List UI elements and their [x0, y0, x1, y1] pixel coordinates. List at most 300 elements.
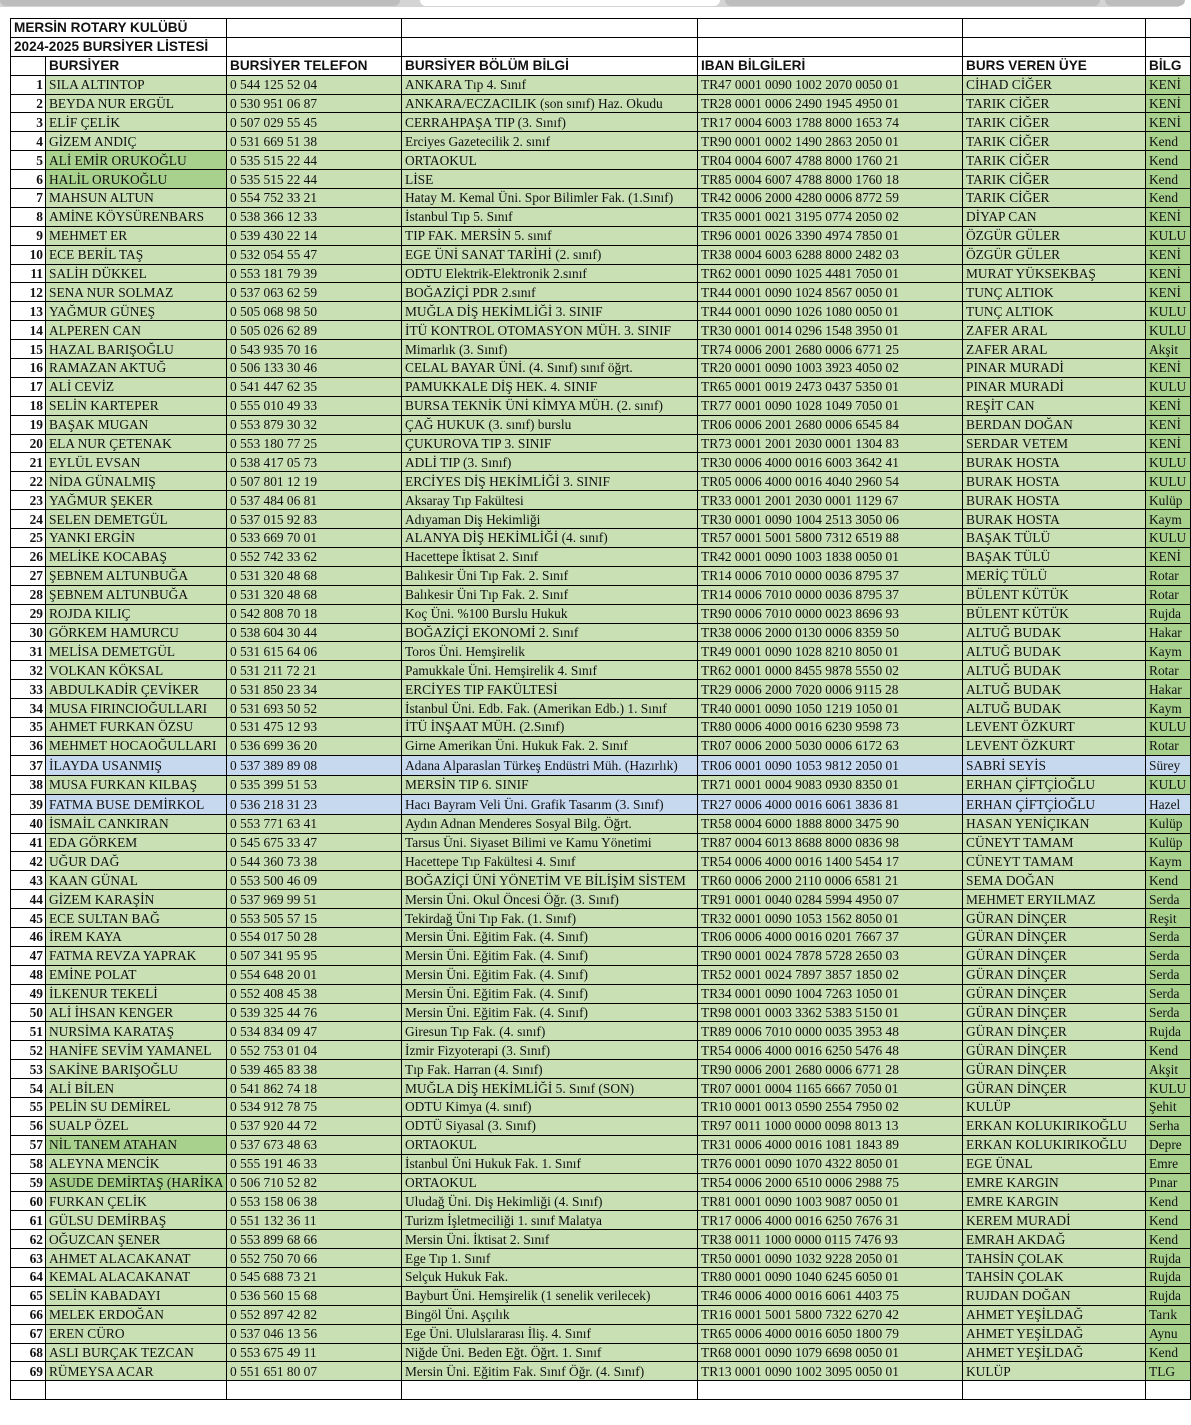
- student-department[interactable]: İTÜ İNŞAAT MÜH. (2.Sınıf): [402, 717, 698, 736]
- row-number[interactable]: 30: [11, 623, 46, 642]
- student-name[interactable]: SENA NUR SOLMAZ: [46, 283, 227, 302]
- sponsor-member[interactable]: TARIK CİĞER: [963, 170, 1146, 189]
- info[interactable]: Hakar: [1146, 680, 1191, 699]
- iban[interactable]: TR90 0001 0002 1490 2863 2050 01: [698, 132, 963, 151]
- student-phone[interactable]: 0 538 366 12 33: [227, 207, 402, 226]
- student-name[interactable]: UĞUR DAĞ: [46, 852, 227, 871]
- sponsor-member[interactable]: GÜRAN DİNÇER: [963, 946, 1146, 965]
- info[interactable]: Rotar: [1146, 585, 1191, 604]
- row-number[interactable]: 17: [11, 377, 46, 396]
- sponsor-member[interactable]: TARIK CİĞER: [963, 132, 1146, 151]
- iban[interactable]: TR04 0004 6007 4788 8000 1760 21: [698, 151, 963, 170]
- iban[interactable]: TR20 0001 0090 1003 3923 4050 02: [698, 359, 963, 378]
- info[interactable]: Rotar: [1146, 736, 1191, 755]
- student-phone[interactable]: 0 553 158 06 38: [227, 1192, 402, 1211]
- student-phone[interactable]: 0 534 912 78 75: [227, 1097, 402, 1116]
- student-phone[interactable]: 0 553 899 68 66: [227, 1230, 402, 1249]
- student-phone[interactable]: 0 537 015 92 83: [227, 510, 402, 529]
- student-department[interactable]: ODTU Kimya (4. sınıf): [402, 1097, 698, 1116]
- info[interactable]: KENİ: [1146, 547, 1191, 566]
- sponsor-member[interactable]: TARIK CİĞER: [963, 113, 1146, 132]
- iban[interactable]: TR35 0001 0021 3195 0774 2050 02: [698, 207, 963, 226]
- sponsor-member[interactable]: BERDAN DOĞAN: [963, 415, 1146, 434]
- student-phone[interactable]: 0 552 742 33 62: [227, 547, 402, 566]
- student-name[interactable]: SUALP ÖZEL: [46, 1116, 227, 1135]
- student-phone[interactable]: 0 555 010 49 33: [227, 396, 402, 415]
- sponsor-member[interactable]: ERKAN KOLUKIRIKOĞLU: [963, 1135, 1146, 1154]
- tab-shape[interactable]: [420, 0, 720, 6]
- empty-cell[interactable]: [963, 1381, 1146, 1400]
- cell[interactable]: [227, 19, 402, 38]
- student-department[interactable]: ORTAOKUL: [402, 1135, 698, 1154]
- iban[interactable]: TR30 0006 4000 0016 6003 3642 41: [698, 453, 963, 472]
- student-department[interactable]: ORTAOKUL: [402, 151, 698, 170]
- student-phone[interactable]: 0 537 389 89 08: [227, 755, 402, 775]
- info[interactable]: Emre: [1146, 1154, 1191, 1173]
- sponsor-member[interactable]: BAŞAK TÜLÜ: [963, 529, 1146, 548]
- student-name[interactable]: MEHMET ER: [46, 226, 227, 245]
- iban[interactable]: TR30 0001 0014 0296 1548 3950 01: [698, 321, 963, 340]
- student-department[interactable]: Balıkesir Üni Tıp Fak. 2. Sınıf: [402, 566, 698, 585]
- info[interactable]: KULU: [1146, 529, 1191, 548]
- sponsor-member[interactable]: LEVENT ÖZKURT: [963, 717, 1146, 736]
- student-name[interactable]: MUSA FURKAN KILBAŞ: [46, 775, 227, 794]
- iban[interactable]: TR96 0001 0026 3390 4974 7850 01: [698, 226, 963, 245]
- student-name[interactable]: İLAYDA USANMIŞ: [46, 755, 227, 775]
- student-name[interactable]: NİDA GÜNALMIŞ: [46, 472, 227, 491]
- student-department[interactable]: İstanbul Üni. Edb. Fak. (Amerikan Edb.) 1. Sınıf: [402, 699, 698, 718]
- student-name[interactable]: GİZEM ANDIÇ: [46, 132, 227, 151]
- row-number[interactable]: 41: [11, 833, 46, 852]
- student-phone[interactable]: 0 542 808 70 18: [227, 604, 402, 623]
- student-phone[interactable]: 0 553 771 63 41: [227, 814, 402, 833]
- iban[interactable]: TR91 0001 0040 0284 5994 4950 07: [698, 890, 963, 909]
- row-number[interactable]: 15: [11, 340, 46, 359]
- student-phone[interactable]: 0 539 325 44 76: [227, 1003, 402, 1022]
- student-phone[interactable]: 0 544 360 73 38: [227, 852, 402, 871]
- student-department[interactable]: Mersin Üni. İktisat 2. Sınıf: [402, 1230, 698, 1249]
- club-title[interactable]: MERSİN ROTARY KULÜBÜ: [11, 19, 227, 38]
- info[interactable]: KULU: [1146, 775, 1191, 794]
- student-department[interactable]: Bayburt Üni. Hemşirelik (1 senelik verilecek): [402, 1286, 698, 1305]
- student-department[interactable]: Hacettepe İktisat 2. Sınıf: [402, 547, 698, 566]
- info[interactable]: Kaym: [1146, 852, 1191, 871]
- iban[interactable]: TR17 0006 4000 0016 6250 7676 31: [698, 1211, 963, 1230]
- info[interactable]: Rujda: [1146, 1022, 1191, 1041]
- info[interactable]: Kulüp: [1146, 814, 1191, 833]
- student-phone[interactable]: 0 536 699 36 20: [227, 736, 402, 755]
- row-number[interactable]: 59: [11, 1173, 46, 1192]
- student-phone[interactable]: 0 537 484 06 81: [227, 491, 402, 510]
- iban[interactable]: TR05 0006 4000 0016 4040 2960 54: [698, 472, 963, 491]
- sponsor-member[interactable]: KULÜP: [963, 1362, 1146, 1381]
- iban[interactable]: TR87 0004 6013 8688 8000 0836 98: [698, 833, 963, 852]
- info[interactable]: KENİ: [1146, 94, 1191, 113]
- student-name[interactable]: SELİN KABADAYI: [46, 1286, 227, 1305]
- info[interactable]: Sürey: [1146, 755, 1191, 775]
- row-number[interactable]: 57: [11, 1135, 46, 1154]
- student-phone[interactable]: 0 535 399 51 53: [227, 775, 402, 794]
- student-department[interactable]: Adana Alparaslan Türkeş Endüstri Müh. (Hazırlık): [402, 755, 698, 775]
- iban[interactable]: TR10 0001 0013 0590 2554 7950 02: [698, 1097, 963, 1116]
- iban[interactable]: TR46 0006 4000 0016 6061 4403 75: [698, 1286, 963, 1305]
- row-number[interactable]: 38: [11, 775, 46, 794]
- student-phone[interactable]: 0 554 648 20 01: [227, 965, 402, 984]
- info[interactable]: TLG: [1146, 1362, 1191, 1381]
- iban[interactable]: TR62 0001 0090 1025 4481 7050 01: [698, 264, 963, 283]
- student-name[interactable]: MELİSA DEMETGÜL: [46, 642, 227, 661]
- student-phone[interactable]: 0 552 897 42 82: [227, 1305, 402, 1324]
- student-name[interactable]: MELEK ERDOĞAN: [46, 1305, 227, 1324]
- sponsor-member[interactable]: CİHAD CİĞER: [963, 75, 1146, 94]
- info[interactable]: Rujda: [1146, 1286, 1191, 1305]
- student-department[interactable]: PAMUKKALE DİŞ HEK. 4. SINIF: [402, 377, 698, 396]
- sponsor-member[interactable]: GÜRAN DİNÇER: [963, 984, 1146, 1003]
- iban[interactable]: TR28 0001 0006 2490 1945 4950 01: [698, 94, 963, 113]
- sponsor-member[interactable]: EMRE KARGIN: [963, 1192, 1146, 1211]
- student-name[interactable]: SELEN DEMETGÜL: [46, 510, 227, 529]
- iban[interactable]: TR65 0001 0019 2473 0437 5350 01: [698, 377, 963, 396]
- iban[interactable]: TR42 0006 2000 4280 0006 8772 59: [698, 189, 963, 208]
- info[interactable]: KULU: [1146, 472, 1191, 491]
- sponsor-member[interactable]: RUJDAN DOĞAN: [963, 1286, 1146, 1305]
- student-name[interactable]: FATMA BUSE DEMİRKOL: [46, 794, 227, 814]
- student-department[interactable]: Turizm İşletmeciliği 1. sınıf Malatya: [402, 1211, 698, 1230]
- student-name[interactable]: ŞEBNEM ALTUNBUĞA: [46, 585, 227, 604]
- student-phone[interactable]: 0 506 710 52 82: [227, 1173, 402, 1192]
- student-phone[interactable]: 0 531 615 64 06: [227, 642, 402, 661]
- iban[interactable]: TR27 0006 4000 0016 6061 3836 81: [698, 794, 963, 814]
- cell[interactable]: [1146, 37, 1191, 56]
- row-number[interactable]: 52: [11, 1041, 46, 1060]
- student-name[interactable]: ALPEREN CAN: [46, 321, 227, 340]
- student-name[interactable]: ELİF ÇELİK: [46, 113, 227, 132]
- row-number[interactable]: 8: [11, 207, 46, 226]
- student-department[interactable]: BOĞAZİÇİ ÜNİ YÖNETİM VE BİLİŞİM SİSTEM: [402, 871, 698, 890]
- student-department[interactable]: ÇUKUROVA TIP 3. SINIF: [402, 434, 698, 453]
- sponsor-member[interactable]: REŞİT CAN: [963, 396, 1146, 415]
- iban[interactable]: TR71 0001 0004 9083 0930 8350 01: [698, 775, 963, 794]
- iban[interactable]: TR44 0001 0090 1026 1080 0050 01: [698, 302, 963, 321]
- row-number[interactable]: 63: [11, 1249, 46, 1268]
- header-bursiyer[interactable]: BURSİYER: [46, 56, 227, 75]
- cell[interactable]: [698, 37, 963, 56]
- student-phone[interactable]: 0 538 417 05 73: [227, 453, 402, 472]
- student-department[interactable]: Tekirdağ Üni Tıp Fak. (1. Sınıf): [402, 909, 698, 928]
- iban[interactable]: TR17 0004 6003 1788 8000 1653 74: [698, 113, 963, 132]
- info[interactable]: KULU: [1146, 226, 1191, 245]
- sponsor-member[interactable]: TARIK CİĞER: [963, 189, 1146, 208]
- student-department[interactable]: Niğde Üni. Beden Eğt. Öğrt. 1. Sınıf: [402, 1343, 698, 1362]
- student-phone[interactable]: 0 552 750 70 66: [227, 1249, 402, 1268]
- info[interactable]: KENİ: [1146, 396, 1191, 415]
- student-department[interactable]: İstanbul Üni Hukuk Fak. 1. Sınıf: [402, 1154, 698, 1173]
- sponsor-member[interactable]: BURAK HOSTA: [963, 472, 1146, 491]
- iban[interactable]: TR54 0006 4000 0016 6250 5476 48: [698, 1041, 963, 1060]
- row-number[interactable]: 65: [11, 1286, 46, 1305]
- student-name[interactable]: PELİN SU DEMİREL: [46, 1097, 227, 1116]
- student-name[interactable]: ABDULKADİR ÇEVİKER: [46, 680, 227, 699]
- student-phone[interactable]: 0 545 688 73 21: [227, 1268, 402, 1287]
- sponsor-member[interactable]: DİYAP CAN: [963, 207, 1146, 226]
- sponsor-member[interactable]: GÜRAN DİNÇER: [963, 965, 1146, 984]
- sponsor-member[interactable]: LEVENT ÖZKURT: [963, 736, 1146, 755]
- info[interactable]: Kulüp: [1146, 833, 1191, 852]
- student-phone[interactable]: 0 535 515 22 44: [227, 151, 402, 170]
- row-number[interactable]: 60: [11, 1192, 46, 1211]
- row-number[interactable]: 5: [11, 151, 46, 170]
- row-number[interactable]: 56: [11, 1116, 46, 1135]
- student-phone[interactable]: 0 531 211 72 21: [227, 661, 402, 680]
- row-number[interactable]: 10: [11, 245, 46, 264]
- empty-cell[interactable]: [46, 1381, 227, 1400]
- iban[interactable]: TR65 0006 4000 0016 6050 1800 79: [698, 1324, 963, 1343]
- row-number[interactable]: 68: [11, 1343, 46, 1362]
- student-phone[interactable]: 0 538 604 30 44: [227, 623, 402, 642]
- student-phone[interactable]: 0 539 465 83 38: [227, 1060, 402, 1079]
- student-phone[interactable]: 0 554 752 33 21: [227, 189, 402, 208]
- cell[interactable]: [698, 19, 963, 38]
- row-number[interactable]: 7: [11, 189, 46, 208]
- header-info[interactable]: BİLG: [1146, 56, 1191, 75]
- iban[interactable]: TR38 0011 1000 0000 0115 7476 93: [698, 1230, 963, 1249]
- student-phone[interactable]: 0 541 862 74 18: [227, 1079, 402, 1098]
- row-number[interactable]: 31: [11, 642, 46, 661]
- sponsor-member[interactable]: AHMET YEŞİLDAĞ: [963, 1324, 1146, 1343]
- info[interactable]: Depre: [1146, 1135, 1191, 1154]
- sponsor-member[interactable]: GÜRAN DİNÇER: [963, 1060, 1146, 1079]
- sponsor-member[interactable]: AHMET YEŞİLDAĞ: [963, 1305, 1146, 1324]
- iban[interactable]: TR38 0006 2000 0130 0006 8359 50: [698, 623, 963, 642]
- student-name[interactable]: ŞEBNEM ALTUNBUĞA: [46, 566, 227, 585]
- info[interactable]: Kend: [1146, 132, 1191, 151]
- sponsor-member[interactable]: ALTUĞ BUDAK: [963, 623, 1146, 642]
- student-phone[interactable]: 0 534 834 09 47: [227, 1022, 402, 1041]
- list-title[interactable]: 2024-2025 BURSİYER LİSTESİ: [11, 37, 227, 56]
- student-department[interactable]: ORTAOKUL: [402, 1173, 698, 1192]
- iban[interactable]: TR73 0001 2001 2030 0001 1304 83: [698, 434, 963, 453]
- student-phone[interactable]: 0 535 515 22 44: [227, 170, 402, 189]
- student-name[interactable]: AMİNE KÖYSÜRENBARS: [46, 207, 227, 226]
- row-number[interactable]: 58: [11, 1154, 46, 1173]
- student-department[interactable]: Hatay M. Kemal Üni. Spor Bilimler Fak. (1.Sınıf): [402, 189, 698, 208]
- iban[interactable]: TR90 0006 2001 2680 0006 6771 28: [698, 1060, 963, 1079]
- student-phone[interactable]: 0 536 218 31 23: [227, 794, 402, 814]
- student-phone[interactable]: 0 544 125 52 04: [227, 75, 402, 94]
- student-phone[interactable]: 0 507 341 95 95: [227, 946, 402, 965]
- student-department[interactable]: Girne Amerikan Üni. Hukuk Fak. 2. Sınıf: [402, 736, 698, 755]
- student-department[interactable]: ERCİYES DİŞ HEKİMLİĞİ 3. SINIF: [402, 472, 698, 491]
- row-number[interactable]: 23: [11, 491, 46, 510]
- row-number[interactable]: 28: [11, 585, 46, 604]
- cell[interactable]: [402, 37, 698, 56]
- sponsor-member[interactable]: BÜLENT KÜTÜK: [963, 604, 1146, 623]
- student-department[interactable]: Hacı Bayram Veli Üni. Grafik Tasarım (3. Sınıf): [402, 794, 698, 814]
- iban[interactable]: TR49 0001 0090 1028 8210 8050 01: [698, 642, 963, 661]
- student-department[interactable]: Aydın Adnan Menderes Sosyal Bilg. Öğrt.: [402, 814, 698, 833]
- student-department[interactable]: Aksaray Tıp Fakültesi: [402, 491, 698, 510]
- row-number[interactable]: 9: [11, 226, 46, 245]
- info[interactable]: Kend: [1146, 1192, 1191, 1211]
- iban[interactable]: TR29 0006 2000 7020 0006 9115 28: [698, 680, 963, 699]
- info[interactable]: Tarık: [1146, 1305, 1191, 1324]
- student-phone[interactable]: 0 531 320 48 68: [227, 566, 402, 585]
- student-name[interactable]: GÜLSU DEMİRBAŞ: [46, 1211, 227, 1230]
- row-number[interactable]: 54: [11, 1079, 46, 1098]
- student-name[interactable]: SALİH DÜKKEL: [46, 264, 227, 283]
- student-department[interactable]: İTÜ KONTROL OTOMASYON MÜH. 3. SINIF: [402, 321, 698, 340]
- student-department[interactable]: Mersin Üni. Eğitim Fak. (4. Sınıf): [402, 946, 698, 965]
- iban[interactable]: TR89 0006 7010 0000 0035 3953 48: [698, 1022, 963, 1041]
- student-name[interactable]: MEHMET HOCAOĞULLARI: [46, 736, 227, 755]
- student-phone[interactable]: 0 539 430 22 14: [227, 226, 402, 245]
- iban[interactable]: TR30 0001 0090 1004 2513 3050 06: [698, 510, 963, 529]
- iban[interactable]: TR06 0006 2001 2680 0006 6545 84: [698, 415, 963, 434]
- row-number[interactable]: 35: [11, 717, 46, 736]
- info[interactable]: Rotar: [1146, 566, 1191, 585]
- student-phone[interactable]: 0 543 935 70 16: [227, 340, 402, 359]
- student-name[interactable]: SELİN KARTEPER: [46, 396, 227, 415]
- row-number[interactable]: 61: [11, 1211, 46, 1230]
- student-name[interactable]: FURKAN ÇELİK: [46, 1192, 227, 1211]
- row-number[interactable]: 48: [11, 965, 46, 984]
- info[interactable]: KENİ: [1146, 245, 1191, 264]
- sponsor-member[interactable]: PINAR MURADİ: [963, 377, 1146, 396]
- iban[interactable]: TR44 0001 0090 1024 8567 0050 01: [698, 283, 963, 302]
- sponsor-member[interactable]: GÜRAN DİNÇER: [963, 909, 1146, 928]
- iban[interactable]: TR06 0001 0090 1053 9812 2050 01: [698, 755, 963, 775]
- student-department[interactable]: ODTU Elektrik-Elektronik 2.sınıf: [402, 264, 698, 283]
- student-department[interactable]: Ege Tıp 1. Sınıf: [402, 1249, 698, 1268]
- sponsor-member[interactable]: BURAK HOSTA: [963, 510, 1146, 529]
- sponsor-member[interactable]: ERKAN KOLUKIRIKOĞLU: [963, 1116, 1146, 1135]
- student-name[interactable]: BAŞAK MUGAN: [46, 415, 227, 434]
- student-department[interactable]: BOĞAZİÇİ EKONOMİ 2. Sınıf: [402, 623, 698, 642]
- info[interactable]: Serda: [1146, 890, 1191, 909]
- sponsor-member[interactable]: KULÜP: [963, 1097, 1146, 1116]
- row-number[interactable]: 43: [11, 871, 46, 890]
- iban[interactable]: TR54 0006 2000 6510 0006 2988 75: [698, 1173, 963, 1192]
- student-phone[interactable]: 0 533 669 70 01: [227, 529, 402, 548]
- iban[interactable]: TR31 0006 4000 0016 1081 1843 89: [698, 1135, 963, 1154]
- row-number[interactable]: 22: [11, 472, 46, 491]
- iban[interactable]: TR90 0006 7010 0000 0023 8696 93: [698, 604, 963, 623]
- student-name[interactable]: SILA ALTINTOP: [46, 75, 227, 94]
- student-name[interactable]: SAKİNE BARIŞOĞLU: [46, 1060, 227, 1079]
- sponsor-member[interactable]: ALTUĞ BUDAK: [963, 642, 1146, 661]
- student-department[interactable]: ANKARA Tıp 4. Sınıf: [402, 75, 698, 94]
- student-department[interactable]: Uludağ Üni. Diş Hekimliği (4. Sınıf): [402, 1192, 698, 1211]
- student-name[interactable]: HANİFE SEVİM YAMANEL: [46, 1041, 227, 1060]
- row-number[interactable]: 26: [11, 547, 46, 566]
- student-phone[interactable]: 0 530 951 06 87: [227, 94, 402, 113]
- row-number[interactable]: 12: [11, 283, 46, 302]
- student-phone[interactable]: 0 536 560 15 68: [227, 1286, 402, 1305]
- row-number[interactable]: 51: [11, 1022, 46, 1041]
- student-name[interactable]: ALİ İHSAN KENGER: [46, 1003, 227, 1022]
- row-number[interactable]: 32: [11, 661, 46, 680]
- student-department[interactable]: TIP FAK. MERSİN 5. sınıf: [402, 226, 698, 245]
- iban[interactable]: TR76 0001 0090 1070 4322 8050 01: [698, 1154, 963, 1173]
- student-name[interactable]: ROJDA KILIÇ: [46, 604, 227, 623]
- info[interactable]: KENİ: [1146, 434, 1191, 453]
- sponsor-member[interactable]: ALTUĞ BUDAK: [963, 699, 1146, 718]
- student-phone[interactable]: 0 551 132 36 11: [227, 1211, 402, 1230]
- sponsor-member[interactable]: ALTUĞ BUDAK: [963, 661, 1146, 680]
- info[interactable]: Serda: [1146, 984, 1191, 1003]
- iban[interactable]: TR07 0001 0004 1165 6667 7050 01: [698, 1079, 963, 1098]
- student-department[interactable]: ERCİYES TIP FAKÜLTESİ: [402, 680, 698, 699]
- student-phone[interactable]: 0 553 505 57 15: [227, 909, 402, 928]
- iban[interactable]: TR57 0001 5001 5800 7312 6519 88: [698, 529, 963, 548]
- row-number[interactable]: 29: [11, 604, 46, 623]
- student-name[interactable]: İREM KAYA: [46, 927, 227, 946]
- iban[interactable]: TR77 0001 0090 1028 1049 7050 01: [698, 396, 963, 415]
- student-department[interactable]: Bingöl Üni. Aşçılık: [402, 1305, 698, 1324]
- info[interactable]: Kaym: [1146, 642, 1191, 661]
- sponsor-member[interactable]: PINAR MURADİ: [963, 359, 1146, 378]
- student-phone[interactable]: 0 531 320 48 68: [227, 585, 402, 604]
- student-department[interactable]: LİSE: [402, 170, 698, 189]
- student-name[interactable]: ECE SULTAN BAĞ: [46, 909, 227, 928]
- iban[interactable]: TR98 0001 0003 3362 5383 5150 01: [698, 1003, 963, 1022]
- student-phone[interactable]: 0 505 026 62 89: [227, 321, 402, 340]
- row-number[interactable]: 40: [11, 814, 46, 833]
- student-name[interactable]: EYLÜL EVSAN: [46, 453, 227, 472]
- student-phone[interactable]: 0 531 669 51 38: [227, 132, 402, 151]
- student-department[interactable]: ODTÜ Siyasal (3. Sınıf): [402, 1116, 698, 1135]
- info[interactable]: Şehit: [1146, 1097, 1191, 1116]
- sponsor-member[interactable]: GÜRAN DİNÇER: [963, 1022, 1146, 1041]
- student-name[interactable]: ALEYNA MENCİK: [46, 1154, 227, 1173]
- student-department[interactable]: Adıyaman Diş Hekimliği: [402, 510, 698, 529]
- info[interactable]: Kaym: [1146, 699, 1191, 718]
- iban[interactable]: TR07 0006 2000 5030 0006 6172 63: [698, 736, 963, 755]
- row-number[interactable]: 18: [11, 396, 46, 415]
- student-department[interactable]: Toros Üni. Hemşirelik: [402, 642, 698, 661]
- info[interactable]: KULU: [1146, 377, 1191, 396]
- tab-shape[interactable]: [0, 0, 400, 6]
- student-name[interactable]: ASLI BURÇAK TEZCAN: [46, 1343, 227, 1362]
- student-department[interactable]: MUĞLA DİŞ HEKİMLİĞİ 5. Sınıf (SON): [402, 1079, 698, 1098]
- header-sponsor[interactable]: BURS VEREN ÜYE: [963, 56, 1146, 75]
- iban[interactable]: TR97 0011 1000 0000 0098 8013 13: [698, 1116, 963, 1135]
- row-number[interactable]: 27: [11, 566, 46, 585]
- tab-shape[interactable]: [725, 0, 1100, 6]
- row-number[interactable]: 64: [11, 1268, 46, 1287]
- iban[interactable]: TR47 0001 0090 1002 2070 0050 01: [698, 75, 963, 94]
- info[interactable]: Kend: [1146, 1230, 1191, 1249]
- student-phone[interactable]: 0 554 017 50 28: [227, 927, 402, 946]
- sponsor-member[interactable]: CÜNEYT TAMAM: [963, 852, 1146, 871]
- student-department[interactable]: BURSA TEKNİK ÜNİ KİMYA MÜH. (2. sınıf): [402, 396, 698, 415]
- sponsor-member[interactable]: TARIK CİĞER: [963, 151, 1146, 170]
- tab-shape[interactable]: [1105, 0, 1185, 6]
- info[interactable]: KENİ: [1146, 283, 1191, 302]
- sponsor-member[interactable]: SEMA DOĞAN: [963, 871, 1146, 890]
- row-number[interactable]: 3: [11, 113, 46, 132]
- student-department[interactable]: Balıkesir Üni Tıp Fak. 2. Sınıf: [402, 585, 698, 604]
- info[interactable]: KULU: [1146, 321, 1191, 340]
- iban[interactable]: TR54 0006 4000 0016 1400 5454 17: [698, 852, 963, 871]
- empty-cell[interactable]: [11, 1381, 46, 1400]
- student-phone[interactable]: 0 537 920 44 72: [227, 1116, 402, 1135]
- info[interactable]: Rujda: [1146, 1249, 1191, 1268]
- iban[interactable]: TR13 0001 0090 1002 3095 0050 01: [698, 1362, 963, 1381]
- student-phone[interactable]: 0 553 180 77 25: [227, 434, 402, 453]
- info[interactable]: Kulüp: [1146, 491, 1191, 510]
- row-number[interactable]: 24: [11, 510, 46, 529]
